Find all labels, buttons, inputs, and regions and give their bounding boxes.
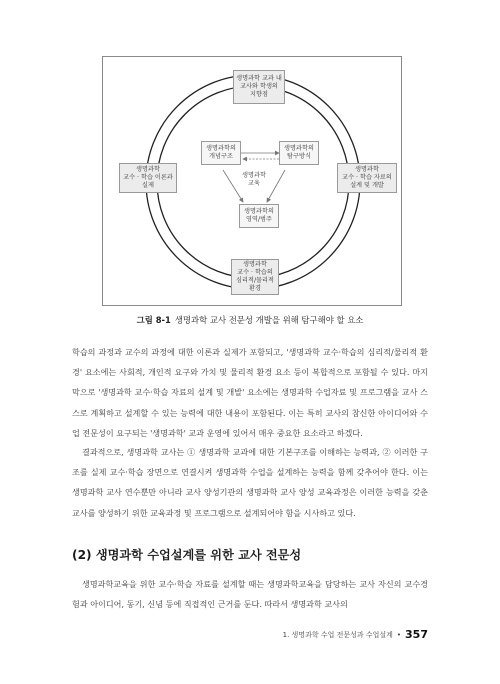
footer-section: 1. 생명과학 수업 전문성과 수업설계 [282, 630, 393, 639]
box-bottom-environment: 생명과학 교수 · 학습의 심리적/물리적 환경 [231, 259, 279, 295]
figure-title: 생명과학 교사 전문성 개발을 위해 탐구해야 할 요소 [174, 315, 364, 325]
figure-number: 그림 8-1 [136, 315, 171, 325]
box-domain-category: 생명과학의 영역/범주 [239, 204, 279, 228]
center-label: 생명과학 교육 [242, 172, 266, 187]
box-left-theory: 생명과학 교수 · 학습 이론과 실제 [119, 163, 177, 193]
figure-frame [102, 56, 402, 306]
paragraph-3: 생명과학교육을 위한 교수·학습 자료를 설계할 때는 생명과학교육을 담당하는 교사 자신의 교수경험과 아이디어, 동기, 신념 등에 직접적인 근거를 둔다. 따라서 생명과학 교사의 [72, 579, 428, 610]
box-concept-structure: 생명과학의 개념구조 [201, 141, 241, 165]
box-inquiry-method: 생명과학의 탐구방식 [279, 141, 319, 165]
page-footer [283, 628, 428, 641]
page-number: 357 [405, 628, 428, 641]
paragraph-1: 학습의 과정과 교수의 과정에 대한 이론과 실제가 포함되고, '생명과학 교수·학습의 심리적/물리적 환경' 요소에는 사회적, 개인적 요구와 가치 및 물리적 환경 요소 등이 복합적으로 포함될 수 있다. 마지막으로 '생명과학 교수·학습 자료의 설계 및 개발' 요소에는 생명과학 수업자료 및 프로그램을 교사 스스로 계획하고 설계할 수 있는 능력에 대한 내용이 포함된다. 이는 특히 교사의 참신한 아이디어와 수업 전문성이 요구되는 '생명과학' 교과 운영에 있어서 매우 중요한 요소라고 하겠다. [72, 347, 428, 438]
box-right-materials: 생명과학 교수 · 학습 자료의 설계 및 개발 [337, 163, 397, 193]
footer-separator: • [396, 630, 402, 639]
paragraph-2: 결과적으로, 생명과학 교사는 ① 생명과학 교과에 대한 기본구조를 이해하는 능력과, ② 이러한 구조를 실제 교수·학습 장면으로 연결시켜 생명과학 수업을 설계하는 능력을 함께 갖추어야 한다. 이는 생명과학 교사 연수뿐만 아니라 교사 양성기관의 생명과학 교사 양성 교육과정은 이러한 능력을 갖춘 교사를 양성하기 위한 교육과정 및 프로그램으로 설계되어야 함을 시사하고 있다. [72, 447, 428, 518]
box-top-goal: 생명과학 교과 내 교사와 학생의 지향점 [233, 70, 285, 104]
figure-caption [0, 314, 500, 326]
section-heading: (2) 생명과학 수업설계를 위한 교사 전문성 [72, 548, 302, 562]
